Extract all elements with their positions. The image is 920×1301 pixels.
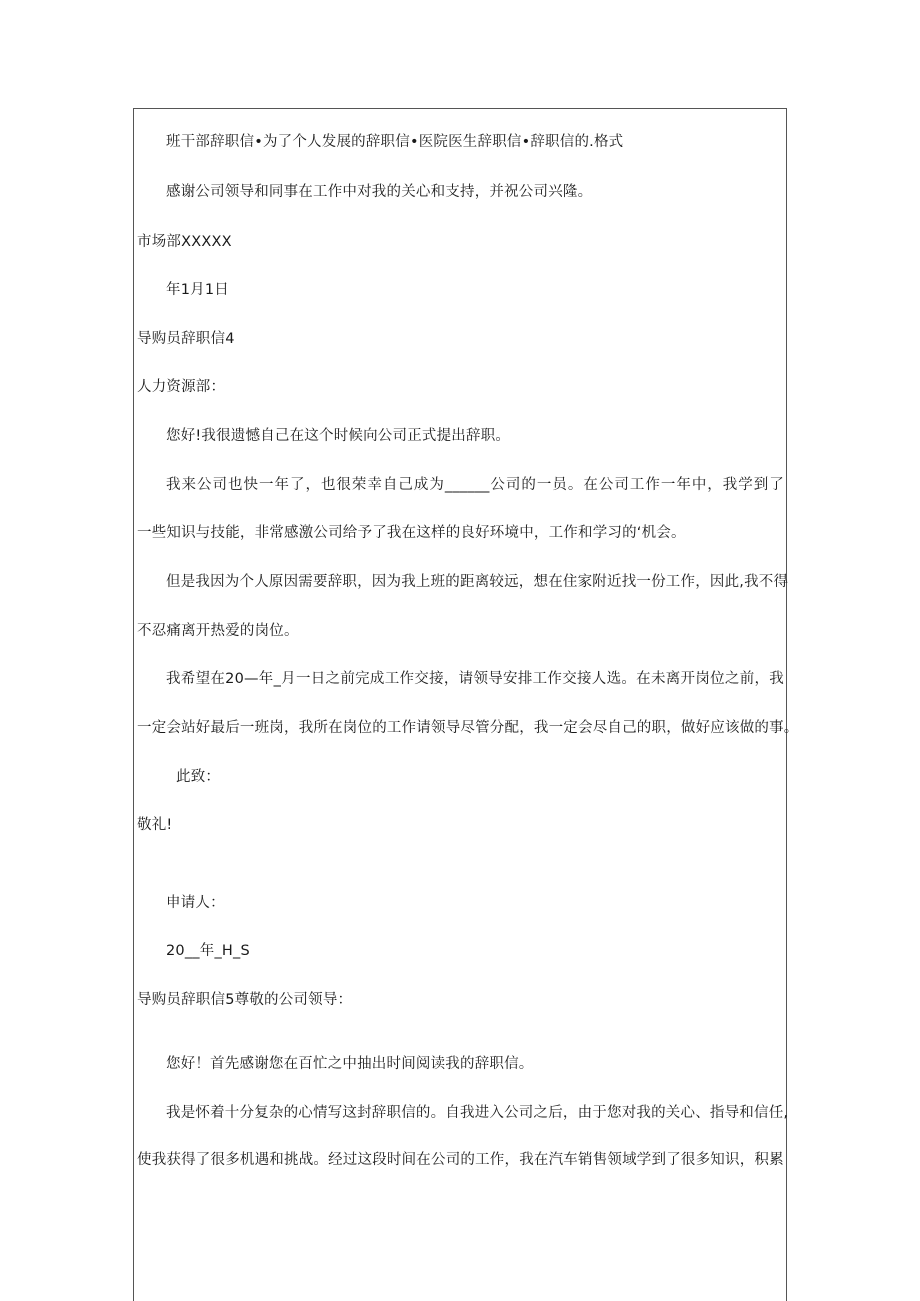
greeting-line: 您好！首先感谢您在百忙之中抽出时间阅读我的辞职信。 bbox=[166, 1056, 534, 1072]
paragraph-line: 一定会站好最后一班岗，我所在岗位的工作请领导尽管分配，我一定会尽自己的职，做好应该做的事。 bbox=[137, 720, 799, 736]
applicant-line: 申请人： bbox=[166, 895, 225, 911]
salutation-line: 敬礼! bbox=[137, 817, 173, 833]
closing-line: 此致： bbox=[176, 769, 221, 785]
paragraph-line: 我希望在20—年_月一日之前完成工作交接，请领导安排工作交接人选。在未离开岗位之前，我 bbox=[166, 671, 784, 687]
section-title: 导购员辞职信5尊敬的公司领导： bbox=[137, 992, 353, 1008]
paragraph-line: 但是我因为个人原因需要辞职，因为我上班的距离较远，想在住家附近找一份工作，因此,我不得 bbox=[166, 574, 789, 590]
paragraph-line: 我是怀着十分复杂的心情写这封辞职信的。自我进入公司之后，由于您对我的关心、指导和信任, bbox=[166, 1105, 789, 1121]
paragraph-line: 感谢公司领导和同事在工作中对我的关心和支持，并祝公司兴隆。 bbox=[166, 184, 593, 200]
date-line: 20__年_H_S bbox=[166, 943, 250, 959]
greeting-line: 您好!我很遗憾自己在这个时候向公司正式提出辞职。 bbox=[166, 428, 511, 444]
heading-line: 班干部辞职信•为了个人发展的辞职信•医院医生辞职信•辞职信的.格式 bbox=[166, 134, 624, 150]
recipient-line: 人力资源部： bbox=[137, 379, 226, 395]
date-line: 年1月1日 bbox=[166, 282, 229, 298]
section-title: 导购员辞职信4 bbox=[137, 331, 235, 347]
signature-department: 市场部XXXXX bbox=[137, 234, 232, 250]
paragraph-line: 一些知识与技能，非常感激公司给予了我在这样的良好环境中，工作和学习的‘机会。 bbox=[137, 525, 686, 541]
paragraph-line: 不忍痛离开热爱的岗位。 bbox=[137, 623, 299, 639]
paragraph-line: 我来公司也快一年了，也很荣幸自己成为______公司的一员。在公司工作一年中，我学到了 bbox=[166, 477, 784, 493]
paragraph-line: 使我获得了很多机遇和挑战。经过这段时间在公司的工作，我在汽车销售领域学到了很多知识，积累 bbox=[137, 1152, 784, 1168]
